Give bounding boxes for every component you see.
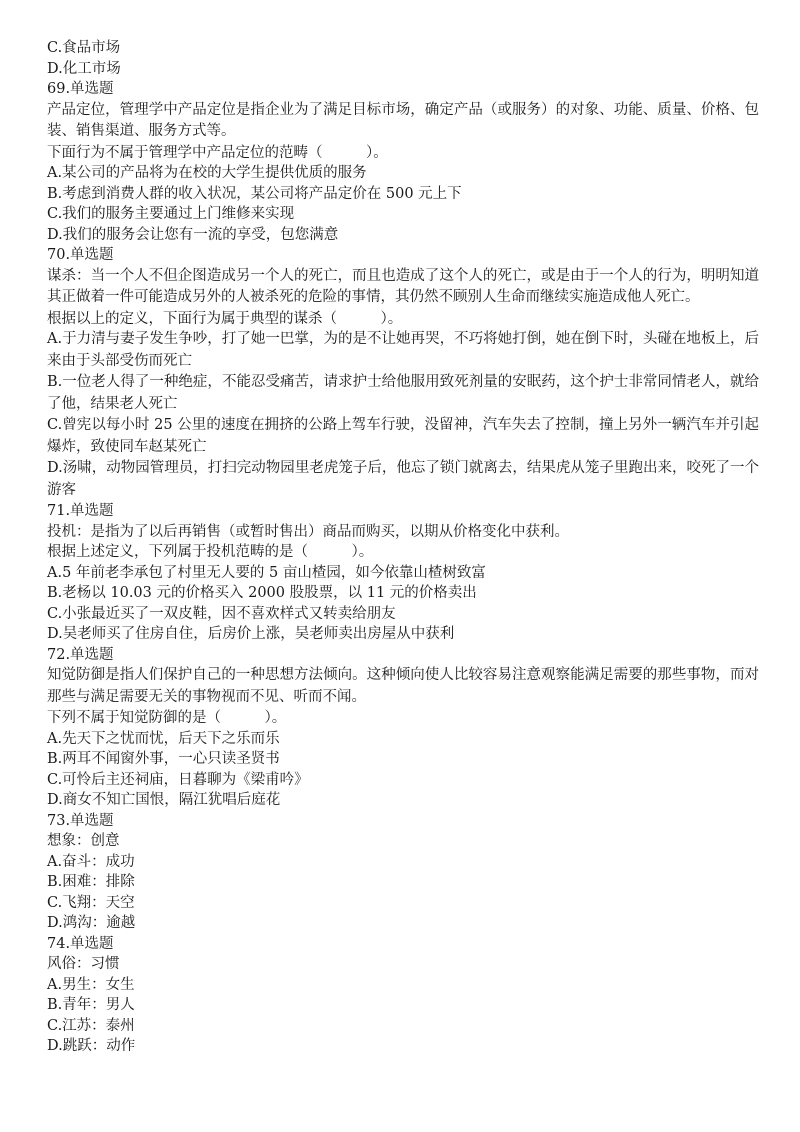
question-74 [47, 934, 759, 1057]
question-prompt: 下列不属于知觉防御的是（ ）。 [47, 710, 287, 726]
question-header: 74.单选题 [47, 935, 114, 952]
option-a: A.奋斗：成功 [47, 853, 135, 870]
question-header: 70.单选题 [47, 247, 114, 263]
option-d: D.汤啸，动物园管理员，打扫完动物园里老虎笼子后，他忘了锁门就离去，结果虎从笼子里跑出来，咬死了一个游客 [47, 460, 759, 498]
question-stem: 想象：创意 [47, 833, 120, 849]
option-d: D.商女不知亡国恨，隔江犹唱后庭花 [47, 792, 281, 808]
option-a: A.先天下之忧而忧，后天下之乐而乐 [47, 730, 280, 747]
question-header: 72.单选题 [47, 646, 114, 663]
question-prompt: 根据上述定义，下列属于投机范畴的是（ ）。 [47, 544, 374, 560]
option-a: A.5 年前老李承包了村里无人要的 5 亩山楂园，如今依靠山楂树致富 [47, 564, 486, 581]
question-stem: 产品定位，管理学中产品定位是指企业为了满足目标市场，确定产品（或服务）的对象、功能、质量、价格、包装、销售渠道、服务方式等。 [47, 101, 759, 139]
question-stem: 谋杀：当一个人不但企图造成另一个人的死亡，而且也造成了这个人的死亡，或是由于一个人的行为，明明知道其正做着一件可能造成另外的人被杀死的危险的事情，其仍然不顾别人生命而继续实施造成他人死亡。 [47, 267, 759, 305]
question-70 [47, 245, 759, 501]
question-stem: 知觉防御是指人们保护自己的一种思想方法倾向。这种倾向使人比较容易注意观察能满足需要的那些事物，而对那些与满足需要无关的事物视而不见、听而不闻。 [47, 667, 759, 705]
option-b: B.考虑到消费人群的收入状况，某公司将产品定价在 500 元上下 [47, 185, 462, 202]
option-b: B.一位老人得了一种绝症，不能忍受痛苦，请求护士给他服用致死剂量的安眠药，这个护士非常同情老人，就给了他，结果老人死亡 [47, 374, 759, 412]
option-c: C.曾宪以每小时 25 公里的速度在拥挤的公路上驾车行驶，没留神，汽车失去了控制，撞上另外一辆汽车并引起爆炸，致使同车赵某死亡 [47, 417, 759, 455]
option-c: C.飞翔：天空 [47, 894, 135, 911]
question-prompt: 下面行为不属于管理学中产品定位的范畴（ ）。 [47, 144, 388, 161]
option-a: A.某公司的产品将为在校的大学生提供优质的服务 [47, 165, 367, 181]
exam-page [47, 38, 759, 1057]
option-c: C.小张最近买了一双皮鞋，因不喜欢样式又转卖给朋友 [47, 605, 396, 622]
option-b: B.困难：排除 [47, 874, 135, 890]
option-c: C.江苏：泰州 [47, 1017, 135, 1034]
question-header: 71.单选题 [47, 503, 114, 519]
question-73 [47, 811, 759, 934]
question-69 [47, 79, 759, 245]
option-b: B.两耳不闻窗外事，一心只读圣贤书 [47, 751, 280, 767]
option-b: B.青年：男人 [47, 997, 135, 1013]
question-72 [47, 645, 759, 811]
option-c: C.我们的服务主要通过上门维修来实现 [47, 206, 295, 222]
option-d: D.吴老师买了住房自住，后房价上涨，吴老师卖出房屋从中获利 [47, 626, 455, 642]
question-header: 69.单选题 [47, 81, 114, 97]
option-d: D.跳跃：动作 [47, 1038, 136, 1054]
option-d: D.鸿沟：逾越 [47, 915, 136, 931]
option-a: A.男生：女生 [47, 976, 135, 993]
question-71 [47, 501, 759, 645]
question-stem: 投机：是指为了以后再销售（或暂时售出）商品而购买，以期从价格变化中获利。 [47, 523, 569, 540]
option-c: C.食品市场 [47, 40, 121, 56]
option-d: D.我们的服务会让您有一流的享受，包您满意 [47, 226, 339, 243]
option-d: D.化工市场 [47, 60, 121, 77]
question-header: 73.单选题 [47, 812, 114, 829]
option-c: C.可怜后主还祠庙，日暮聊为《梁甫吟》 [47, 771, 309, 788]
question-stem: 风俗：习惯 [47, 956, 120, 972]
question-prompt: 根据以上的定义，下面行为属于典型的谋杀（ ）。 [47, 310, 403, 327]
option-a: A.于力清与妻子发生争吵，打了她一巴掌，为的是不让她再哭，不巧将她打倒，她在倒下时，头碰在地板上，后来由于头部受伤而死亡 [47, 331, 759, 369]
option-b: B.老杨以 10.03 元的价格买入 2000 股股票，以 11 元的价格卖出 [47, 585, 477, 601]
